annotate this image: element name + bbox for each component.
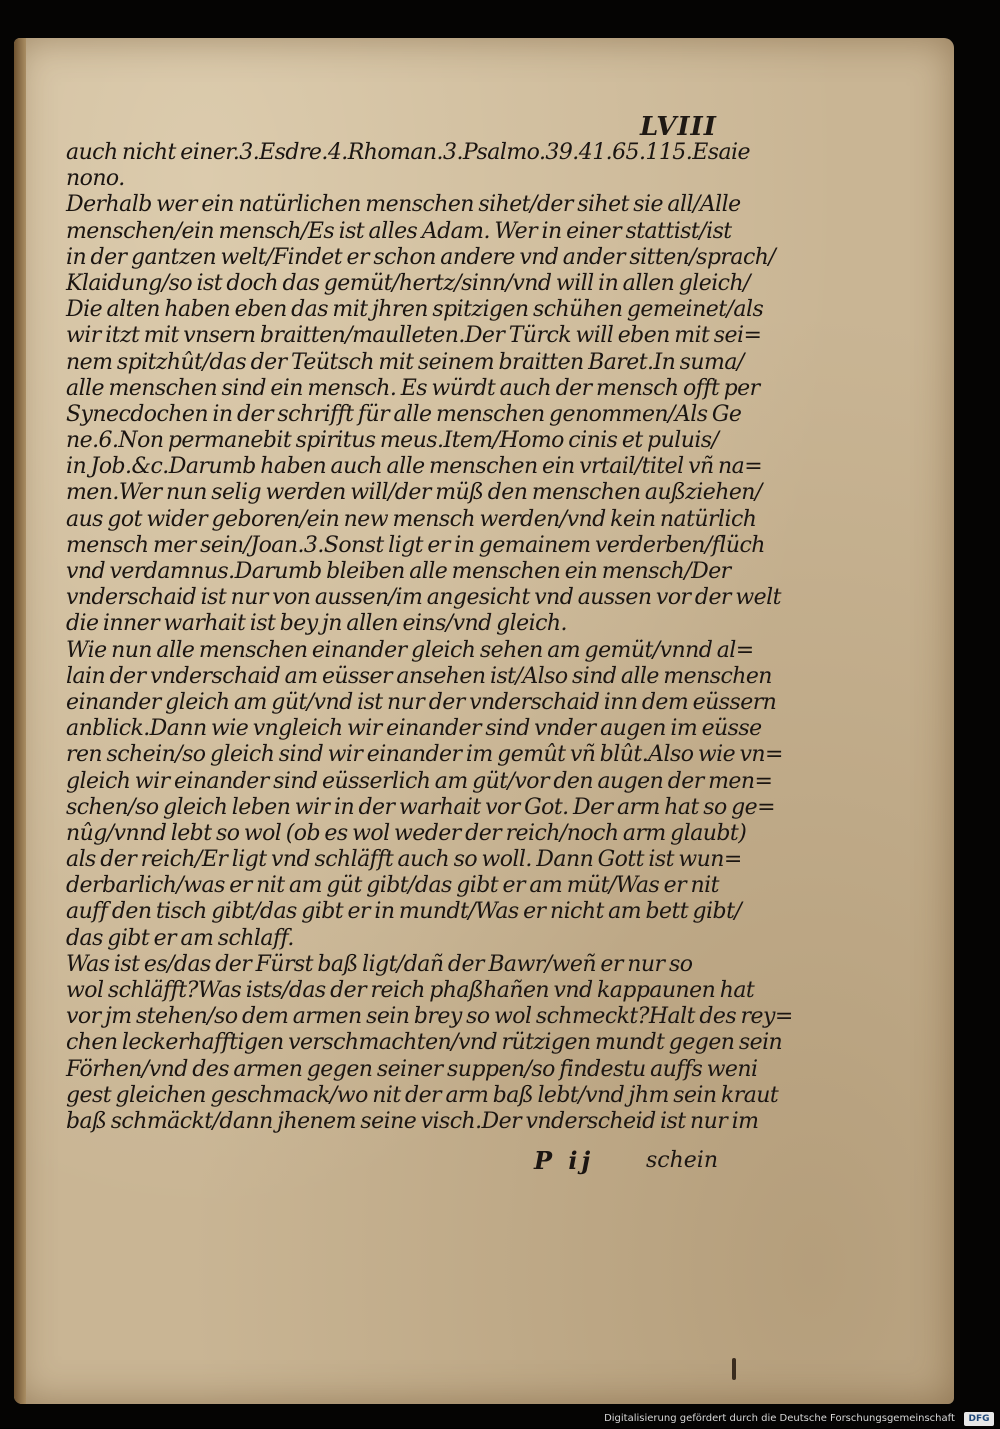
text-line: vnderschaid ist nur von aussen/im angesicht vnd aussen vor der welt — [66, 585, 781, 611]
text-line: Die alten haben eben das mit jhren spitzigen schühen gemeinet/als — [66, 297, 764, 323]
text-line: Förhen/vnd des armen gegen seiner suppen/so findestu auffs weni — [66, 1056, 758, 1082]
signature-line — [66, 1146, 718, 1180]
text-line: menschen/ein mensch/Es ist alles Adam. Wer in einer stattist/ist — [66, 218, 732, 244]
text-line: auch nicht einer.3.Esdre.4.Rhoman.3.Psalmo.39.41.65.115.Esaie — [66, 140, 750, 165]
text-line: einander gleich am güt/vnd ist nur der vnderschaid inn dem eüssern — [66, 689, 777, 715]
text-line: ne.6.Non permanebit spiritus meus.Item/Homo cinis et puluis/ — [66, 428, 719, 454]
page-gutter-edge — [14, 38, 26, 1404]
text-line: Derhalb wer ein natürlichen menschen sihet/der sihet sie all/Alle — [66, 192, 741, 218]
text-line: ren schein/so gleich sind wir einander im gemût vñ blût.Also wie vn= — [66, 742, 783, 768]
text-line: in der gantzen welt/Findet er schon andere vnd ander sitten/sprach/ — [66, 244, 776, 270]
text-line: lain der vnderschaid am eüsser ansehen ist/Also sind alle menschen — [66, 663, 772, 689]
digitization-footer — [0, 1410, 1000, 1428]
body-text — [66, 140, 793, 1135]
text-line: das gibt er am schlaff. — [66, 925, 294, 951]
text-line: chen leckerhafftigen verschmachten/vnd rützigen mundt gegen sein — [66, 1030, 783, 1056]
funding-notice: Digitalisierung gefördert durch die Deutsche Forschungsgemeinschaft — [604, 1413, 955, 1424]
text-line: wir itzt mit vnsern braitten/maulleten.Der Türck will eben mit sei= — [66, 323, 762, 349]
text-line: derbarlich/was er nit am güt gibt/das gibt er am müt/Was er nit — [66, 873, 719, 899]
text-line: als der reich/Er ligt vnd schläfft auch so woll. Dann Gott ist wun= — [66, 847, 742, 873]
text-line: baß schmäckt/dann jhenem seine visch.Der vnderscheid ist nur im — [66, 1108, 759, 1134]
ink-mark — [732, 1358, 736, 1380]
text-line: Synecdochen in der schrifft für alle menschen genommen/Als Ge — [66, 401, 742, 427]
text-line: nono. — [66, 166, 125, 192]
text-line: vor jm stehen/so dem armen sein brey so wol schmeckt?Halt des rey= — [66, 1004, 793, 1030]
text-line: men.Wer nun selig werden will/der müß den menschen außziehen/ — [66, 480, 762, 506]
text-line: vnd verdamnus.Darumb bleiben alle menschen ein mensch/Der — [66, 559, 731, 584]
text-line: auff den tisch gibt/das gibt er in mundt/Was er nicht am bett gibt/ — [66, 899, 742, 925]
text-line: nem spitzhût/das der Teütsch mit seinem braitten Baret.In suma/ — [66, 349, 744, 375]
text-line: Klaidung/so ist doch das gemüt/hertz/sinn/vnd will in allen gleich/ — [66, 270, 750, 296]
gathering-signature: P ij — [534, 1146, 595, 1175]
text-line: in Job.&c.Darumb haben auch alle menschen ein vrtail/titel vñ na= — [66, 454, 763, 480]
text-line: alle menschen sind ein mensch. Es würdt auch der mensch offt per — [66, 375, 760, 401]
running-head-folio: LVIII — [640, 112, 717, 142]
text-line: die inner warhait ist bey jn allen eins/vnd gleich. — [66, 611, 567, 637]
text-line: Wie nun alle menschen einander gleich sehen am gemüt/vnnd al= — [66, 637, 754, 663]
catchword: schein — [645, 1148, 718, 1173]
text-line: anblick.Dann wie vngleich wir einander sind vnder augen im eüsse — [66, 716, 762, 742]
text-line: Was ist es/das der Fürst baß ligt/dañ der Bawr/weñ er nur so — [66, 951, 693, 977]
text-line: gleich wir einander sind eüsserlich am güt/vor den augen der men= — [66, 768, 773, 794]
text-line: wol schläfft?Was ists/das der reich phaßhañen vnd kappaunen hat — [66, 978, 755, 1003]
text-line: gest gleichen geschmack/wo nit der arm baß lebt/vnd jhm sein kraut — [66, 1082, 779, 1108]
text-line: nûg/vnnd lebt so wol (ob es wol weder der reich/noch arm glaubt) — [66, 820, 747, 846]
text-line: aus got wider geboren/ein new mensch werden/vnd kein natürlich — [66, 506, 757, 532]
dfg-logo-icon: DFG — [964, 1412, 994, 1426]
text-line: schen/so gleich leben wir in der warhait vor Got. Der arm hat so ge= — [66, 794, 775, 820]
text-line: mensch mer sein/Joan.3.Sonst ligt er in gemainem verderben/flüch — [66, 532, 765, 558]
